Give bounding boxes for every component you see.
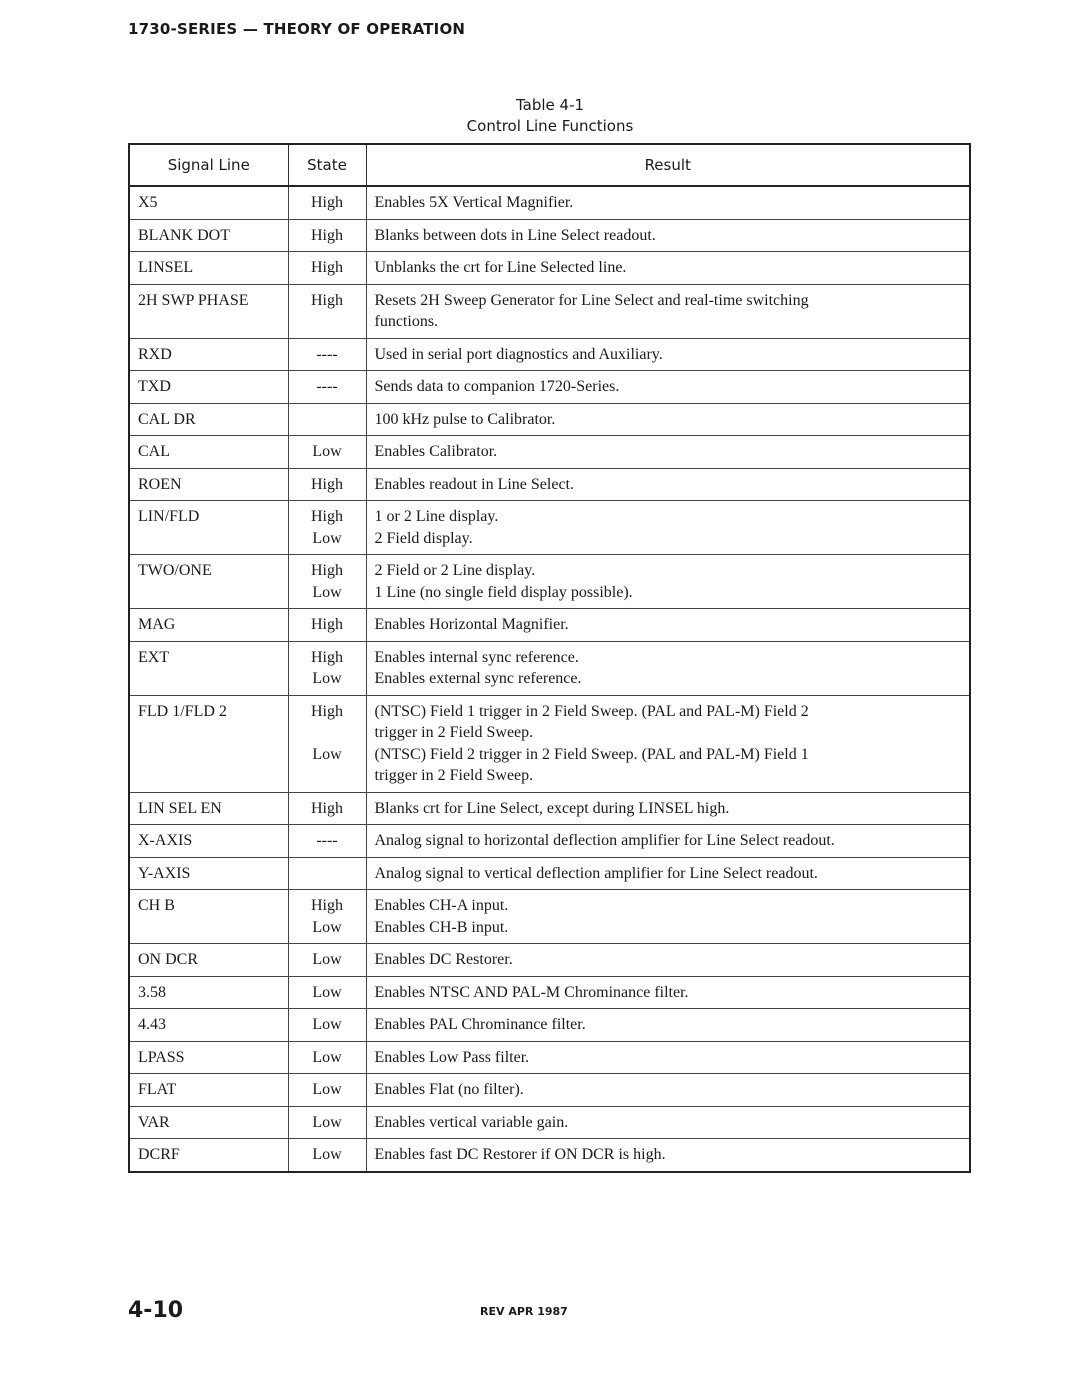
state-value: Low <box>312 529 342 547</box>
state-value: ---- <box>316 832 338 849</box>
state-value: High <box>311 226 343 244</box>
result-cell <box>366 1009 970 1042</box>
state-value: Low <box>312 745 342 763</box>
signal-line-cell <box>129 825 288 858</box>
result-text: Analog signal to vertical deflection amplifier for Line Select readout. <box>374 864 818 882</box>
state-cell <box>288 1139 366 1172</box>
state-cell <box>288 284 366 338</box>
state-cell <box>288 555 366 609</box>
revision-date: REV APR 1987 <box>480 1305 568 1318</box>
signal-line-cell <box>129 1009 288 1042</box>
signal-name: BLANK DOT <box>138 226 230 244</box>
table-row <box>129 890 970 944</box>
state-value <box>291 765 364 787</box>
signal-name: 3.58 <box>138 983 166 1001</box>
state-value: Low <box>312 1016 342 1033</box>
result-text: Enables fast DC Restorer if ON DCR is high. <box>374 1146 666 1163</box>
signal-line-cell <box>129 792 288 825</box>
signal-name: Y-AXIS <box>138 864 191 882</box>
state-value: Low <box>312 1081 342 1098</box>
result-text: Enables PAL Chrominance filter. <box>374 1016 586 1033</box>
table-row <box>129 338 970 371</box>
result-text: Enables readout in Line Select. <box>374 475 574 493</box>
result-cell <box>366 284 970 338</box>
state-value: High <box>311 616 343 633</box>
state-cell <box>288 252 366 285</box>
result-text: Unblanks the crt for Line Selected line. <box>374 259 627 276</box>
signal-line-cell <box>129 1106 288 1139</box>
signal-name: EXT <box>138 648 170 666</box>
result-cell <box>366 338 970 371</box>
table-title: Control Line Functions <box>466 117 634 135</box>
signal-name: CH B <box>138 897 175 914</box>
signal-line-cell <box>129 1041 288 1074</box>
result-cell <box>366 555 970 609</box>
result-cell <box>366 857 970 890</box>
state-value <box>291 722 364 744</box>
table-row <box>129 501 970 555</box>
table-row <box>129 219 970 252</box>
state-cell <box>288 695 366 792</box>
result-text: (NTSC) Field 1 trigger in 2 Field Sweep. (PAL and PAL-M) Field 2 <box>374 702 809 720</box>
signal-line-cell <box>129 890 288 944</box>
result-text: 2 Field display. <box>374 529 473 547</box>
result-text: Blanks crt for Line Select, except during LINSEL high. <box>374 799 730 817</box>
result-text: Enables Flat (no filter). <box>374 1081 524 1098</box>
result-cell <box>366 219 970 252</box>
state-value: Low <box>312 443 342 460</box>
table-header-row <box>129 144 970 186</box>
column-header-result: Result <box>366 144 970 186</box>
column-header-signal-line: Signal Line <box>129 144 288 186</box>
result-cell <box>366 186 970 219</box>
table-row <box>129 609 970 642</box>
result-cell <box>366 1106 970 1139</box>
result-text: Enables external sync reference. <box>374 670 582 687</box>
result-text: Enables CH-A input. <box>374 897 509 914</box>
result-cell <box>366 792 970 825</box>
signal-line-cell <box>129 501 288 555</box>
table-row <box>129 1074 970 1107</box>
signal-line-cell <box>129 944 288 977</box>
page-number: 4-10 <box>128 1298 184 1323</box>
table-row <box>129 825 970 858</box>
state-cell <box>288 857 366 890</box>
table-row <box>129 695 970 792</box>
state-value: High <box>311 702 343 720</box>
result-text: 100 kHz pulse to Calibrator. <box>374 410 556 428</box>
result-cell <box>366 436 970 469</box>
control-line-functions-table <box>128 143 971 1173</box>
state-value: Low <box>312 1048 342 1066</box>
table-row <box>129 186 970 219</box>
signal-name: FLD 1/FLD 2 <box>138 702 227 720</box>
state-cell <box>288 944 366 977</box>
state-cell <box>288 371 366 404</box>
state-cell <box>288 1041 366 1074</box>
state-value: Low <box>312 1113 342 1131</box>
signal-line-cell <box>129 371 288 404</box>
result-text: Enables Low Pass filter. <box>374 1048 530 1066</box>
state-cell <box>288 338 366 371</box>
table-row <box>129 641 970 695</box>
result-text: Enables Calibrator. <box>374 443 498 460</box>
state-cell <box>288 1106 366 1139</box>
signal-name: CAL DR <box>138 410 196 428</box>
signal-name: X-AXIS <box>138 832 193 849</box>
table-row <box>129 252 970 285</box>
table-number: Table 4-1 <box>515 96 585 114</box>
table-row <box>129 555 970 609</box>
signal-name: ON DCR <box>138 951 199 968</box>
signal-line-cell <box>129 1139 288 1172</box>
table-row <box>129 976 970 1009</box>
signal-name: CAL <box>138 443 170 460</box>
state-cell <box>288 792 366 825</box>
signal-name: ROEN <box>138 475 182 493</box>
state-value <box>291 311 364 333</box>
signal-name: 4.43 <box>138 1016 166 1033</box>
state-value: High <box>311 799 343 817</box>
state-value: High <box>311 562 343 579</box>
state-value: Low <box>312 918 342 936</box>
result-text: Enables Horizontal Magnifier. <box>374 616 569 633</box>
result-cell <box>366 976 970 1009</box>
result-cell <box>366 1041 970 1074</box>
result-cell <box>366 501 970 555</box>
result-cell <box>366 403 970 436</box>
state-cell <box>288 1074 366 1107</box>
result-cell <box>366 609 970 642</box>
signal-line-cell <box>129 403 288 436</box>
state-value: Low <box>312 951 342 968</box>
table-row <box>129 944 970 977</box>
result-text: Enables 5X Vertical Magnifier. <box>374 194 574 211</box>
state-value: High <box>311 291 343 309</box>
result-text: trigger in 2 Field Sweep. <box>374 767 534 784</box>
result-text: Used in serial port diagnostics and Auxiliary. <box>374 345 663 363</box>
signal-line-cell <box>129 219 288 252</box>
state-cell <box>288 609 366 642</box>
state-value: Low <box>312 1146 342 1163</box>
result-text: 1 Line (no single field display possible). <box>374 583 633 601</box>
signal-line-cell <box>129 976 288 1009</box>
signal-name: LIN/FLD <box>138 508 200 525</box>
result-text: Sends data to companion 1720-Series. <box>374 378 620 395</box>
result-cell <box>366 825 970 858</box>
state-cell <box>288 219 366 252</box>
signal-name: RXD <box>138 345 172 363</box>
state-value: ---- <box>316 345 338 363</box>
state-cell <box>288 825 366 858</box>
table-row <box>129 857 970 890</box>
result-text: (NTSC) Field 2 trigger in 2 Field Sweep. (PAL and PAL-M) Field 1 <box>374 745 809 763</box>
signal-name: LINSEL <box>138 259 194 276</box>
result-text: Resets 2H Sweep Generator for Line Select and real-time switching <box>374 291 809 309</box>
table-row <box>129 468 970 501</box>
signal-line-cell <box>129 695 288 792</box>
table-row <box>129 1139 970 1172</box>
state-value: Low <box>312 983 342 1001</box>
running-header: 1730-SERIES — THEORY OF OPERATION <box>128 20 466 38</box>
result-cell <box>366 468 970 501</box>
state-cell <box>288 976 366 1009</box>
signal-name: TWO/ONE <box>138 562 212 579</box>
table-row <box>129 403 970 436</box>
state-value: High <box>311 475 343 493</box>
signal-line-cell <box>129 436 288 469</box>
state-cell <box>288 1009 366 1042</box>
table-row <box>129 1009 970 1042</box>
signal-line-cell <box>129 1074 288 1107</box>
result-text: Blanks between dots in Line Select readout. <box>374 226 656 244</box>
state-value: ---- <box>316 378 338 395</box>
signal-name: LIN SEL EN <box>138 799 222 817</box>
state-value: Low <box>312 670 342 687</box>
result-cell <box>366 641 970 695</box>
signal-name: LPASS <box>138 1048 185 1066</box>
state-cell <box>288 501 366 555</box>
result-text: Enables CH-B input. <box>374 918 509 936</box>
signal-name: MAG <box>138 616 176 633</box>
state-value: High <box>311 897 343 914</box>
signal-line-cell <box>129 468 288 501</box>
result-text: Enables internal sync reference. <box>374 648 579 666</box>
signal-name: VAR <box>138 1113 170 1131</box>
table-row <box>129 371 970 404</box>
result-cell <box>366 252 970 285</box>
result-cell <box>366 1074 970 1107</box>
state-cell <box>288 468 366 501</box>
table-row <box>129 792 970 825</box>
result-cell <box>366 695 970 792</box>
result-cell <box>366 890 970 944</box>
result-text: trigger in 2 Field Sweep. <box>374 724 534 741</box>
signal-line-cell <box>129 609 288 642</box>
state-value <box>291 409 364 431</box>
result-text: 2 Field or 2 Line display. <box>374 562 536 579</box>
result-cell <box>366 944 970 977</box>
result-text: Enables DC Restorer. <box>374 951 513 968</box>
result-text: Analog signal to horizontal deflection amplifier for Line Select readout. <box>374 832 835 849</box>
result-text: 1 or 2 Line display. <box>374 508 499 525</box>
table-row <box>129 436 970 469</box>
signal-line-cell <box>129 555 288 609</box>
signal-line-cell <box>129 284 288 338</box>
signal-line-cell <box>129 641 288 695</box>
result-text: functions. <box>374 313 439 330</box>
signal-line-cell <box>129 857 288 890</box>
signal-line-cell <box>129 338 288 371</box>
state-value: High <box>311 648 343 666</box>
signal-name: FLAT <box>138 1081 177 1098</box>
signal-name: X5 <box>138 194 158 211</box>
table-row <box>129 284 970 338</box>
signal-name: 2H SWP PHASE <box>138 291 249 309</box>
signal-name: DCRF <box>138 1146 180 1163</box>
state-value: High <box>311 508 343 525</box>
state-value: High <box>311 194 343 211</box>
state-cell <box>288 890 366 944</box>
state-value <box>291 863 364 885</box>
result-cell <box>366 1139 970 1172</box>
signal-line-cell <box>129 252 288 285</box>
column-header-state: State <box>288 144 366 186</box>
signal-line-cell <box>129 186 288 219</box>
table-row <box>129 1041 970 1074</box>
state-value: High <box>311 259 343 276</box>
table-row <box>129 1106 970 1139</box>
state-cell <box>288 436 366 469</box>
state-cell <box>288 186 366 219</box>
result-text: Enables vertical variable gain. <box>374 1113 569 1131</box>
result-text: Enables NTSC AND PAL-M Chrominance filter. <box>374 983 689 1001</box>
state-cell <box>288 403 366 436</box>
result-cell <box>366 371 970 404</box>
state-cell <box>288 641 366 695</box>
signal-name: TXD <box>138 378 171 395</box>
state-value: Low <box>312 583 342 601</box>
